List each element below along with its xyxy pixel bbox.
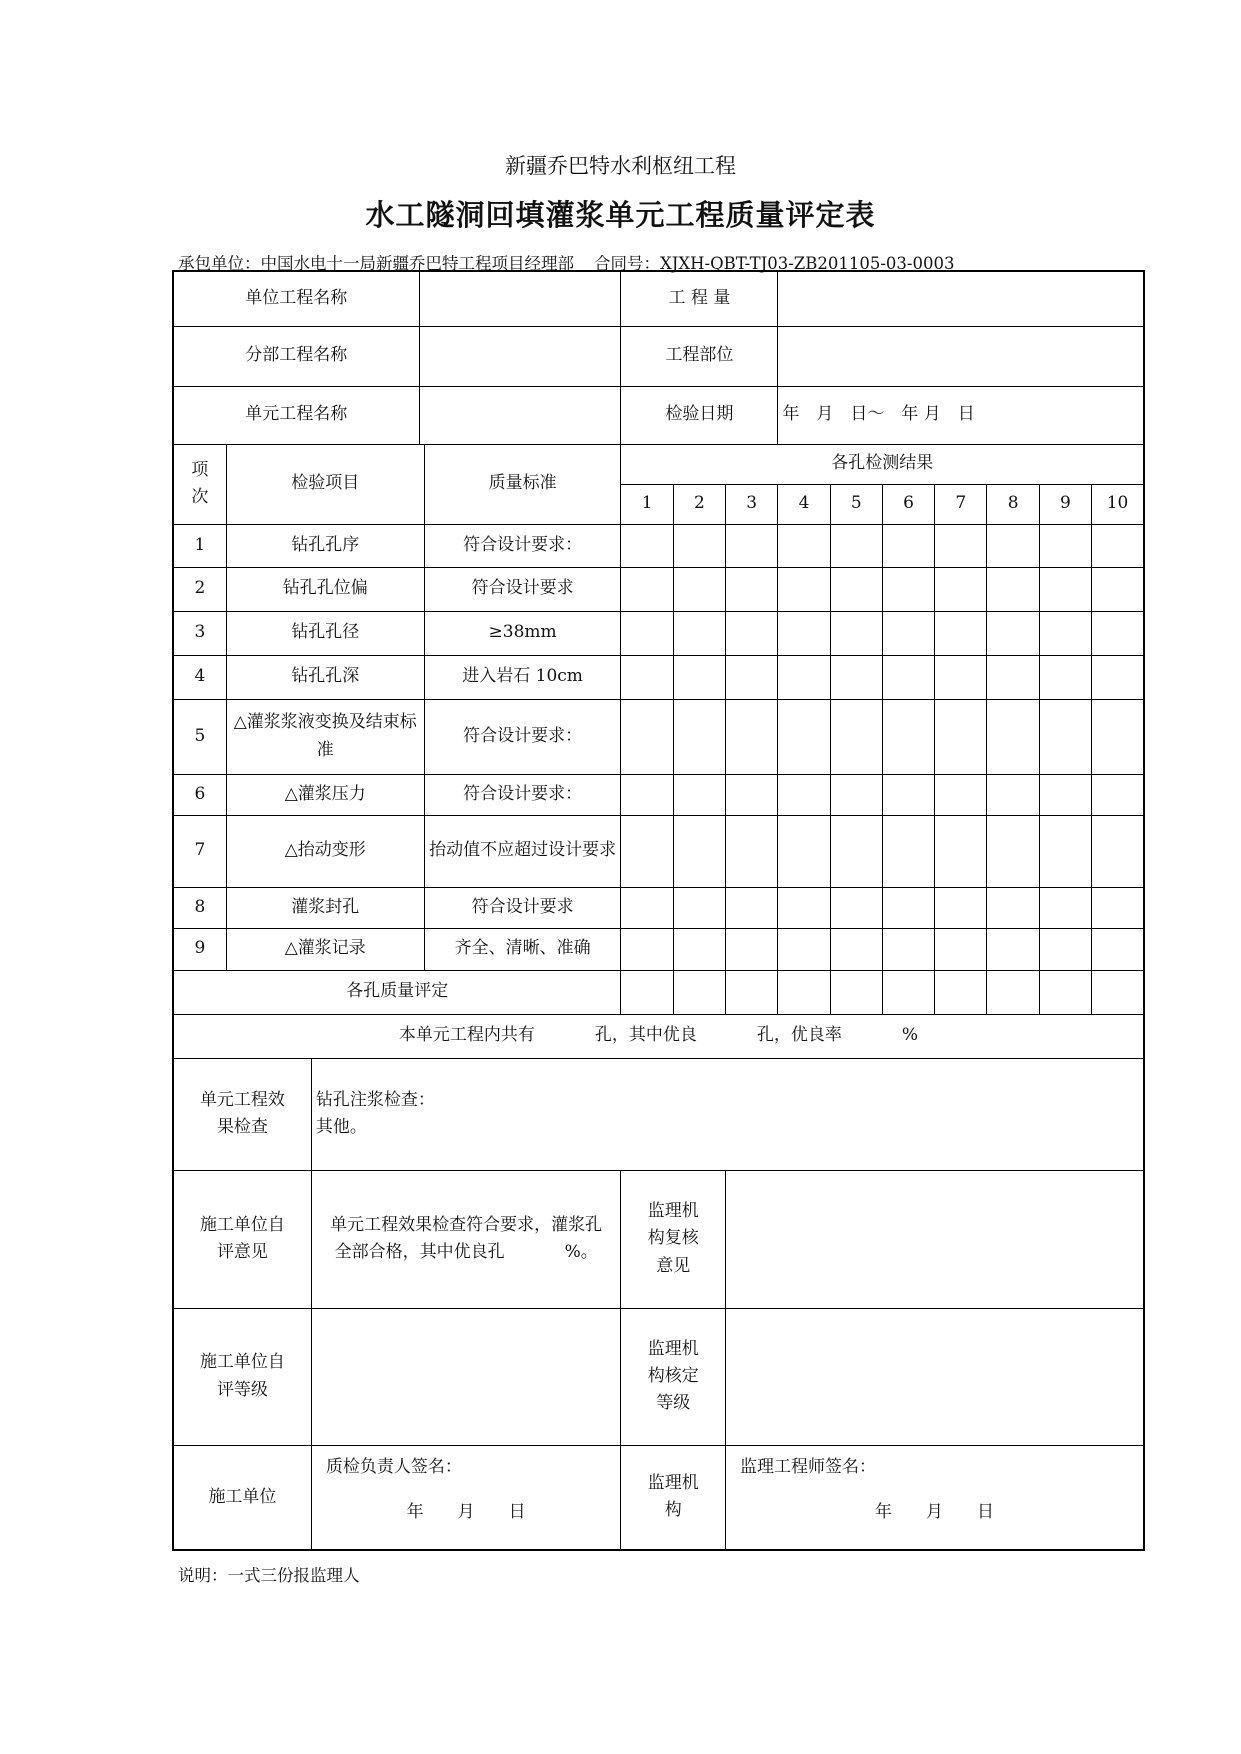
supervision-unit-label: 监理机构: [621, 1445, 726, 1550]
result-cell[interactable]: [1092, 774, 1144, 815]
form-title: 水工隧洞回填灌浆单元工程质量评定表: [365, 198, 876, 232]
result-cell[interactable]: [621, 928, 673, 970]
result-cell[interactable]: [621, 887, 673, 928]
result-cell[interactable]: [673, 815, 725, 887]
result-cell[interactable]: [1092, 524, 1144, 567]
result-cell[interactable]: [987, 611, 1039, 655]
result-cell[interactable]: [726, 699, 778, 774]
table-row: [173, 928, 1144, 970]
result-cell[interactable]: [1039, 928, 1091, 970]
item-standard: 符合设计要求: [424, 887, 621, 928]
result-cell[interactable]: [621, 611, 673, 655]
result-cell[interactable]: [1039, 887, 1091, 928]
result-cell[interactable]: [935, 524, 987, 567]
element-project-name-field[interactable]: [419, 386, 621, 444]
result-cell[interactable]: [778, 815, 830, 887]
result-cell[interactable]: [1039, 611, 1091, 655]
result-cell[interactable]: [726, 611, 778, 655]
item-no: 4: [173, 655, 226, 699]
hole-number: 8: [987, 484, 1039, 524]
division-project-name-field[interactable]: [419, 326, 621, 386]
inspection-item-header: 检验项目: [226, 444, 424, 524]
item-no: 7: [173, 815, 226, 887]
item-no-bottom: 次: [191, 487, 209, 507]
engineer-signature-date: [730, 1481, 1139, 1526]
result-cell[interactable]: [882, 655, 934, 699]
quality-cell[interactable]: [621, 970, 673, 1014]
result-cell[interactable]: [830, 699, 882, 774]
table-row: [173, 524, 1144, 567]
result-cell[interactable]: [882, 928, 934, 970]
quality-cell[interactable]: [778, 970, 830, 1014]
quality-cell[interactable]: [726, 970, 778, 1014]
result-cell[interactable]: [935, 655, 987, 699]
result-cell[interactable]: [882, 567, 934, 611]
hole-number: 1: [621, 484, 673, 524]
result-cell[interactable]: [830, 928, 882, 970]
result-cell[interactable]: [830, 887, 882, 928]
result-cell[interactable]: [935, 815, 987, 887]
summary-row: [173, 1014, 1144, 1058]
result-cell[interactable]: [830, 567, 882, 611]
qc-signature-date: [316, 1481, 617, 1526]
table-row: [173, 887, 1144, 928]
result-cell[interactable]: [621, 567, 673, 611]
division-project-name-label: 分部工程名称: [173, 326, 419, 386]
hole-number: 9: [1039, 484, 1091, 524]
item-no: 1: [173, 524, 226, 567]
info-row: [173, 326, 1144, 386]
result-cell[interactable]: [778, 774, 830, 815]
result-cell[interactable]: [882, 699, 934, 774]
result-cell[interactable]: [987, 928, 1039, 970]
self-opinion-row: [173, 1170, 1144, 1308]
result-cell[interactable]: [935, 928, 987, 970]
day-label: 日: [977, 1501, 995, 1522]
quality-cell[interactable]: [882, 970, 934, 1014]
item-name: △抬动变形: [226, 815, 424, 887]
info-row: [173, 386, 1144, 444]
hole-number: 10: [1092, 484, 1144, 524]
item-no-top: 项: [191, 459, 209, 480]
evaluation-table: [172, 270, 1145, 1551]
quality-cell[interactable]: [1039, 970, 1091, 1014]
other-check: 其他。: [315, 1117, 367, 1137]
result-cell[interactable]: [726, 815, 778, 887]
result-cell[interactable]: [935, 887, 987, 928]
result-cell[interactable]: [1092, 928, 1144, 970]
result-cell[interactable]: [882, 815, 934, 887]
inspection-date-field[interactable]: 年 月 日～ 年 月 日: [778, 386, 1144, 444]
summary-text: [173, 1014, 1144, 1058]
self-opinion-percent: %。: [564, 1242, 598, 1262]
item-name: △灌浆记录: [226, 928, 424, 970]
result-cell[interactable]: [830, 774, 882, 815]
table-row: [173, 611, 1144, 655]
result-cell[interactable]: [778, 928, 830, 970]
result-cell[interactable]: [673, 611, 725, 655]
result-cell[interactable]: [621, 774, 673, 815]
quality-standard-header: 质量标准: [424, 444, 621, 524]
quantity-field[interactable]: [778, 271, 1144, 326]
result-cell[interactable]: [778, 887, 830, 928]
result-cell[interactable]: [673, 567, 725, 611]
result-cell[interactable]: [987, 815, 1039, 887]
result-cell[interactable]: [882, 774, 934, 815]
supervision-review-field[interactable]: [726, 1170, 1144, 1308]
result-cell[interactable]: [673, 774, 725, 815]
table-row: [173, 567, 1144, 611]
table-row: [173, 699, 1144, 774]
unit-project-name-label: 单位工程名称: [173, 271, 419, 326]
quality-cell[interactable]: [830, 970, 882, 1014]
project-part-field[interactable]: [778, 326, 1144, 386]
hole-number: 7: [935, 484, 987, 524]
result-cell[interactable]: [1092, 567, 1144, 611]
signature-row: [173, 1445, 1144, 1550]
result-cell[interactable]: [987, 699, 1039, 774]
item-name: △灌浆压力: [226, 774, 424, 815]
table-row: [173, 655, 1144, 699]
year-label: 年: [406, 1501, 424, 1522]
hole-quality-label: 各孔质量评定: [173, 970, 621, 1014]
unit-project-name-field[interactable]: [419, 271, 621, 326]
result-cell[interactable]: [987, 567, 1039, 611]
result-cell[interactable]: [987, 524, 1039, 567]
result-cell[interactable]: [987, 887, 1039, 928]
item-name: 灌浆封孔: [226, 887, 424, 928]
results-header: 各孔检测结果: [621, 444, 1144, 484]
summary-part3: 孔，优良率: [756, 1025, 842, 1046]
supervision-grade-field[interactable]: [726, 1308, 1144, 1445]
construction-unit-label: 施工单位: [173, 1445, 311, 1550]
result-cell[interactable]: [778, 611, 830, 655]
result-cell[interactable]: [726, 655, 778, 699]
hole-number: 6: [882, 484, 934, 524]
day-label: 日: [508, 1501, 526, 1522]
result-cell[interactable]: [673, 887, 725, 928]
project-name: 新疆乔巴特水利枢纽工程: [505, 154, 736, 178]
self-opinion-text: 单元工程效果检查符合要求，灌浆孔全部合格，其中优良孔: [330, 1214, 603, 1262]
result-cell[interactable]: [726, 774, 778, 815]
self-opinion-content[interactable]: [311, 1170, 621, 1308]
result-cell[interactable]: [1092, 655, 1144, 699]
hole-number: 2: [673, 484, 725, 524]
quality-cell[interactable]: [987, 970, 1039, 1014]
item-standard: 抬动值不应超过设计要求: [424, 815, 621, 887]
item-name: 钻孔孔深: [226, 655, 424, 699]
self-grade-row: [173, 1308, 1144, 1445]
hole-number: 3: [726, 484, 778, 524]
quality-cell[interactable]: [935, 970, 987, 1014]
footnote: 说明：一式三份报监理人: [178, 1566, 360, 1585]
qc-signature-label: 质检负责人签名：: [325, 1456, 462, 1477]
effect-check-row: [173, 1058, 1144, 1170]
hole-quality-row: [173, 970, 1144, 1014]
supervision-grade-label: 监理机构核定等级: [621, 1308, 726, 1445]
hole-number: 4: [778, 484, 830, 524]
result-cell[interactable]: [830, 611, 882, 655]
supervision-review-label: 监理机构复核意见: [621, 1170, 726, 1308]
result-cell[interactable]: [935, 567, 987, 611]
item-standard: 符合设计要求: [424, 567, 621, 611]
result-cell[interactable]: [778, 699, 830, 774]
element-project-name-label: 单元工程名称: [173, 386, 419, 444]
inspection-date-label: 检验日期: [621, 386, 778, 444]
summary-part2: 孔，其中优良: [594, 1025, 697, 1046]
item-standard: 齐全、清晰、准确: [424, 928, 621, 970]
item-no: 3: [173, 611, 226, 655]
item-standard: ≥38mm: [424, 611, 621, 655]
table-row: [173, 774, 1144, 815]
item-name: 钻孔孔径: [226, 611, 424, 655]
item-no: 6: [173, 774, 226, 815]
self-grade-label: 施工单位自评等级: [173, 1308, 311, 1445]
engineer-signature-cell[interactable]: [726, 1445, 1144, 1550]
item-standard: 符合设计要求：: [424, 524, 621, 567]
result-cell[interactable]: [1039, 524, 1091, 567]
table-row: [173, 815, 1144, 887]
engineer-signature-label: 监理工程师签名：: [740, 1456, 877, 1477]
result-cell[interactable]: [1039, 699, 1091, 774]
result-cell[interactable]: [1092, 815, 1144, 887]
item-standard: 符合设计要求：: [424, 699, 621, 774]
summary-part4: %: [901, 1025, 919, 1046]
result-cell[interactable]: [987, 655, 1039, 699]
item-no: 5: [173, 699, 226, 774]
quality-cell[interactable]: [1092, 970, 1144, 1014]
item-no: 9: [173, 928, 226, 970]
contractor-label: 承包单位：中国水电十一局新疆乔巴特工程项目经理部: [178, 254, 574, 273]
result-cell[interactable]: [778, 524, 830, 567]
result-cell[interactable]: [1092, 887, 1144, 928]
result-cell[interactable]: [726, 928, 778, 970]
drill-grout-check: 钻孔注浆检查：: [315, 1089, 435, 1110]
result-cell[interactable]: [1039, 655, 1091, 699]
year-label: 年: [875, 1501, 893, 1522]
item-no: 8: [173, 887, 226, 928]
result-cell[interactable]: [673, 928, 725, 970]
item-no-header: [173, 444, 226, 524]
result-cell[interactable]: [830, 524, 882, 567]
contract-number: 合同号：XJXH-QBT-TJ03-ZB201105-03-0003: [594, 254, 955, 273]
result-cell[interactable]: [830, 815, 882, 887]
result-cell[interactable]: [830, 655, 882, 699]
result-cell[interactable]: [621, 815, 673, 887]
result-cell[interactable]: [987, 774, 1039, 815]
result-cell[interactable]: [935, 611, 987, 655]
info-row: [173, 271, 1144, 326]
effect-check-label: 单元工程效果检查: [173, 1058, 311, 1170]
item-name: 钻孔孔序: [226, 524, 424, 567]
result-cell[interactable]: [621, 524, 673, 567]
item-no: 2: [173, 567, 226, 611]
result-cell[interactable]: [1039, 567, 1091, 611]
item-standard: 符合设计要求：: [424, 774, 621, 815]
month-label: 月: [457, 1501, 475, 1522]
hole-number: 5: [830, 484, 882, 524]
result-cell[interactable]: [882, 524, 934, 567]
result-cell[interactable]: [726, 887, 778, 928]
quantity-label: 工 程 量: [621, 271, 778, 326]
summary-part1: 本单元工程内共有: [398, 1025, 535, 1046]
result-cell[interactable]: [935, 774, 987, 815]
self-opinion-label: 施工单位自评意见: [173, 1170, 311, 1308]
result-cell[interactable]: [882, 887, 934, 928]
result-cell[interactable]: [1092, 699, 1144, 774]
result-cell[interactable]: [882, 611, 934, 655]
result-cell[interactable]: [726, 524, 778, 567]
result-cell[interactable]: [673, 524, 725, 567]
result-cell[interactable]: [778, 567, 830, 611]
item-name: △灌浆浆液变换及结束标准: [226, 699, 424, 774]
result-cell[interactable]: [935, 699, 987, 774]
effect-check-content[interactable]: [311, 1058, 1144, 1170]
project-part-label: 工程部位: [621, 326, 778, 386]
item-standard: 进入岩石 10cm: [424, 655, 621, 699]
month-label: 月: [926, 1501, 944, 1522]
result-cell[interactable]: [673, 699, 725, 774]
result-cell[interactable]: [673, 655, 725, 699]
qc-signature-cell[interactable]: [311, 1445, 621, 1550]
item-name: 钻孔孔位偏: [226, 567, 424, 611]
result-cell[interactable]: [1039, 815, 1091, 887]
result-cell[interactable]: [1092, 611, 1144, 655]
result-cell[interactable]: [778, 655, 830, 699]
quality-cell[interactable]: [673, 970, 725, 1014]
result-cell[interactable]: [726, 567, 778, 611]
table-header-row: [173, 444, 1144, 484]
result-cell[interactable]: [621, 699, 673, 774]
self-grade-field[interactable]: [311, 1308, 621, 1445]
result-cell[interactable]: [1039, 774, 1091, 815]
result-cell[interactable]: [621, 655, 673, 699]
